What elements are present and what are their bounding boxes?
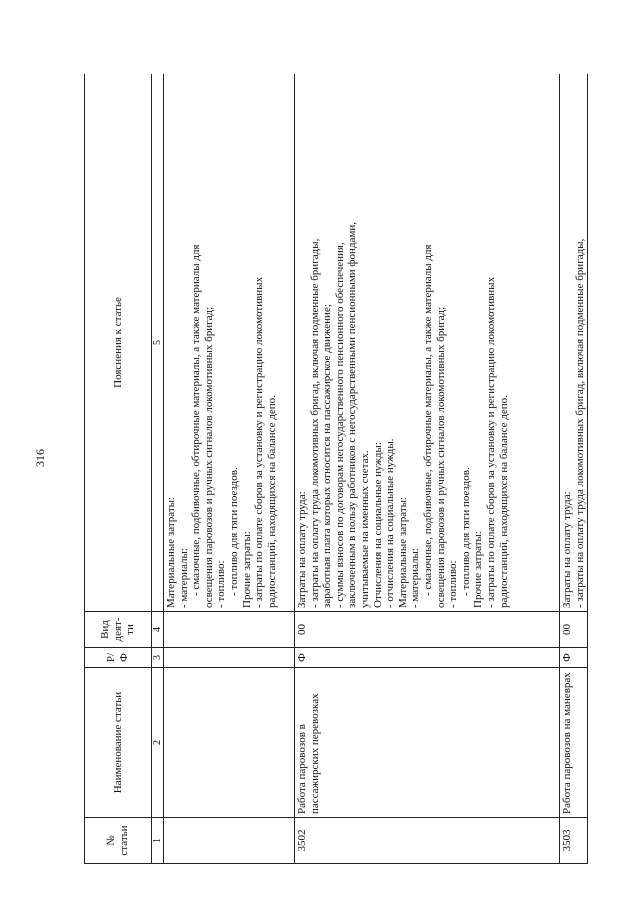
table-row <box>560 74 588 864</box>
explanation-cell <box>560 74 588 612</box>
header-activity-type: Вид деят-ти <box>85 612 152 648</box>
table-container <box>84 74 611 864</box>
explanation-line: - суммы взносов по договорам негосударственного пенсионного обеспечения, <box>333 242 346 608</box>
table-row <box>164 74 295 864</box>
explanation-line: Прочие затраты: <box>240 531 253 608</box>
column-number: 3 <box>152 648 164 668</box>
explanation-line: - материалы: <box>177 548 190 608</box>
item-name-cell <box>164 668 295 818</box>
explanation-line: - топливо: <box>447 560 460 608</box>
explanation-line: освещения паровозов и ручных сигналов локомотивных бригад; <box>434 306 447 608</box>
table-header-row <box>85 74 152 864</box>
explanation-line: освещения паровозов и ручных сигналов локомотивных бригад; <box>202 306 215 608</box>
column-number: 2 <box>152 668 164 818</box>
column-number: 5 <box>152 74 164 612</box>
explanation-line: радиостанций, находящихся на балансе депо. <box>265 395 278 608</box>
explanation-line: - смазочные, подбивочные, обтирочные материалы, а также материалы для <box>421 244 434 596</box>
page-number: 316 <box>33 449 47 467</box>
header-item-number: № статьи <box>85 818 152 864</box>
explanation-line: - затраты на оплату труда локомотивных бригад, включая подменные бригады, <box>573 238 586 608</box>
explanation-line: - затраты по оплате сборов за установку и регистрацию локомотивных <box>253 276 266 608</box>
header-rf: Р/ Ф <box>85 648 152 668</box>
explanation-line: - затраты на оплату труда локомотивных бригад, включая подменные бригады, <box>308 238 321 608</box>
rf-cell <box>164 648 295 668</box>
explanation-line: радиостанций, находящихся на балансе депо. <box>497 395 510 608</box>
rf-cell: Ф <box>560 648 588 668</box>
explanation-line: Затраты на оплату труда: <box>561 491 573 608</box>
explanation-line: Затраты на оплату труда: <box>296 491 308 608</box>
explanation-line: - затраты по оплате сборов за установку и регистрацию локомотивных <box>484 276 497 608</box>
explanation-cell <box>295 74 560 612</box>
explanation-line: - топливо для тяги поездов. <box>459 467 472 596</box>
explanation-line: Материальные затраты: <box>396 496 409 608</box>
activity-cell <box>164 612 295 648</box>
column-number: 1 <box>152 818 164 864</box>
explanation-line: - отчисления на социальные нужды. <box>384 438 397 608</box>
explanation-line: заключенным в пользу работников с негосударственными пенсионными фондами, <box>346 221 359 608</box>
explanation-line: - топливо для тяги поездов. <box>227 467 240 596</box>
item-number-cell: 3502 <box>295 818 560 864</box>
explanation-line: Прочие затраты: <box>472 531 485 608</box>
activity-cell: 00 <box>560 612 588 648</box>
item-name-cell: Работа паровозов на маневрах <box>560 668 588 818</box>
table-row <box>295 74 560 864</box>
item-name-cell: Работа паровозов в пассажирских перевозках <box>295 668 560 818</box>
explanation-line: заработная плата которых относится на пассажирское движение; <box>321 304 334 608</box>
activity-cell: 00 <box>295 612 560 648</box>
item-number-cell <box>164 818 295 864</box>
column-number-row <box>152 74 164 864</box>
explanation-cell <box>164 74 295 612</box>
explanation-line: - смазочные, подбивочные, обтирочные материалы, а также материалы для <box>190 244 203 596</box>
cost-items-table <box>84 74 588 864</box>
item-number-cell: 3503 <box>560 818 588 864</box>
column-number: 4 <box>152 612 164 648</box>
rotated-page-area <box>84 74 611 864</box>
explanation-line: - материалы: <box>409 548 422 608</box>
header-item-name: Наименование статьи <box>85 668 152 818</box>
explanation-line: Материальные затраты: <box>165 496 177 608</box>
header-explanation: Пояснения к статье <box>85 74 152 612</box>
rf-cell: Ф <box>295 648 560 668</box>
explanation-line: учитываемые на именных счетах. <box>358 450 371 608</box>
explanation-line: - топливо: <box>215 560 228 608</box>
explanation-line: Отчисления на социальные нужды: <box>371 442 384 608</box>
